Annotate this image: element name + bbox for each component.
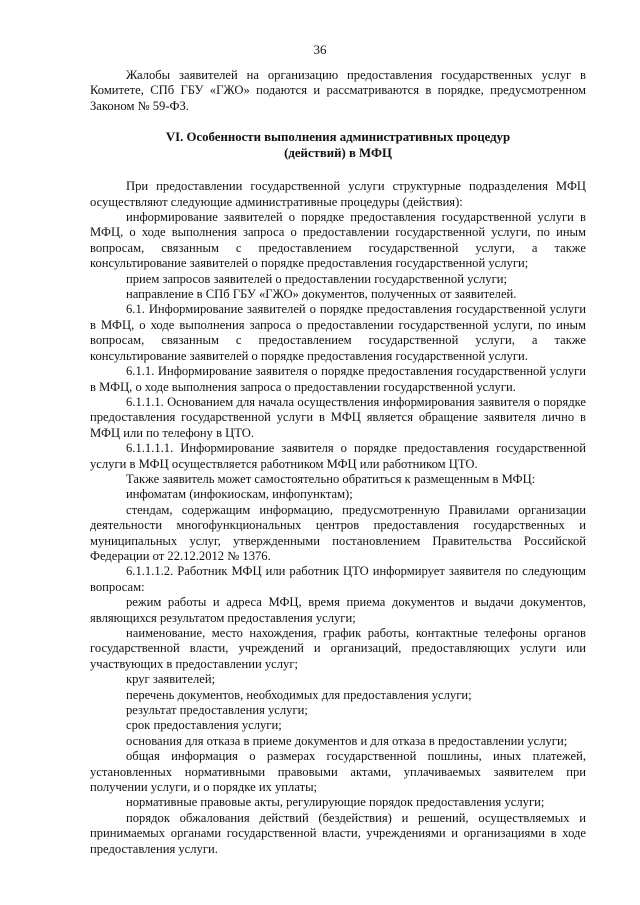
list-item: круг заявителей;	[126, 672, 216, 687]
intro-paragraph: Жалобы заявителей на организацию предоставления государственных услуг в Комитете, СПб ГБУ «ГЖО» подаются и рассматриваются в порядке, предусмотренном Законом № 59-ФЗ.	[90, 68, 586, 113]
list-item: направление в СПб ГБУ «ГЖО» документов, полученных от заявителей.	[126, 287, 517, 302]
clause-6-1-1-1-2: 6.1.1.1.2. Работник МФЦ или работник ЦТО информирует заявителя по следующим вопросам:	[90, 564, 586, 594]
list-item: прием запросов заявителей о предоставлении государственной услуги;	[126, 271, 507, 286]
clause-6-1: 6.1. Информирование заявителей о порядке предоставления государственной услуги в МФЦ, о ходе выполнения запроса о предоставлении государственной услуги, по иным вопросам, связанным с предоставлением государственной услуги, а также консультирование заявителей о порядке предоставления государственной услуги.	[90, 302, 586, 363]
paragraph: Также заявитель может самостоятельно обратиться к размещенным в МФЦ:	[126, 471, 536, 486]
clause-6-1-1: 6.1.1. Информирование заявителя о порядке предоставления государственной услуги в МФЦ, о ходе выполнения запроса о предоставлении государственной услуги.	[90, 364, 586, 394]
clause-6-1-1-1: 6.1.1.1. Основанием для начала осуществления информирования заявителя о порядке предоставления государственной услуги в МФЦ является обращение заявителя лично в МФЦ или по телефону в ЦТО.	[90, 394, 586, 440]
list-item: нормативные правовые акты, регулирующие порядок предоставления услуги;	[126, 795, 545, 810]
list-item: срок предоставления услуги;	[126, 718, 282, 733]
section-heading-line-1: VI. Особенности выполнения административных процедур	[165, 130, 511, 145]
clause-6-1-1-1-1: 6.1.1.1.1. Информирование заявителя о порядке предоставления государственной услуги в МФЦ осуществляется работником МФЦ или работником ЦТО.	[90, 441, 586, 471]
list-item: инфоматам (инфокиоскам, инфопунктам);	[126, 487, 353, 502]
list-item: информирование заявителей о порядке предоставления государственной услуги в МФЦ, о ходе выполнения запроса о предоставлении государственной услуги, по иным вопросам, связанным с предоставлением государственной услуги, а также консультирование заявителей о порядке предоставления государственной услуги;	[90, 210, 586, 271]
paragraph: При предоставлении государственной услуги структурные подразделения МФЦ осуществляют следующие административные процедуры (действия):	[90, 179, 586, 209]
list-item: режим работы и адреса МФЦ, время приема документов и выдачи документов, являющихся результатом предоставления услуги;	[90, 595, 586, 625]
document-body	[90, 68, 586, 857]
section-heading	[90, 129, 586, 161]
page-number: 36	[313, 42, 327, 57]
list-item: основания для отказа в приеме документов и для отказа в предоставлении услуги;	[126, 733, 568, 748]
section-heading-line-2: (действий) в МФЦ	[284, 146, 392, 161]
list-item: порядок обжалования действий (бездействия) и решений, осуществляемых и принимаемых органами государственной власти, учреждениями и организациями в ходе предоставления услуги.	[90, 810, 586, 856]
list-item: перечень документов, необходимых для предоставления услуги;	[126, 687, 472, 702]
list-item: наименование, место нахождения, график работы, контактные телефоны органов государственной власти, учреждений и организаций, предоставляющих услуги или участвующих в предоставлении услуг;	[90, 626, 586, 671]
list-item: стендам, содержащим информацию, предусмотренную Правилами организации деятельности многофункциональных центров предоставления государственных и муниципальных услуг, утвержденными постановлением Правительства Российской Федерации от 22.12.2012 № 1376.	[90, 502, 586, 563]
list-item: результат предоставления услуги;	[126, 703, 308, 718]
list-item: общая информация о размерах государственной пошлины, иных платежей, установленных нормативными правовыми актами, уплачиваемых заявителем при получении услуги, и о порядке их уплаты;	[90, 749, 586, 795]
